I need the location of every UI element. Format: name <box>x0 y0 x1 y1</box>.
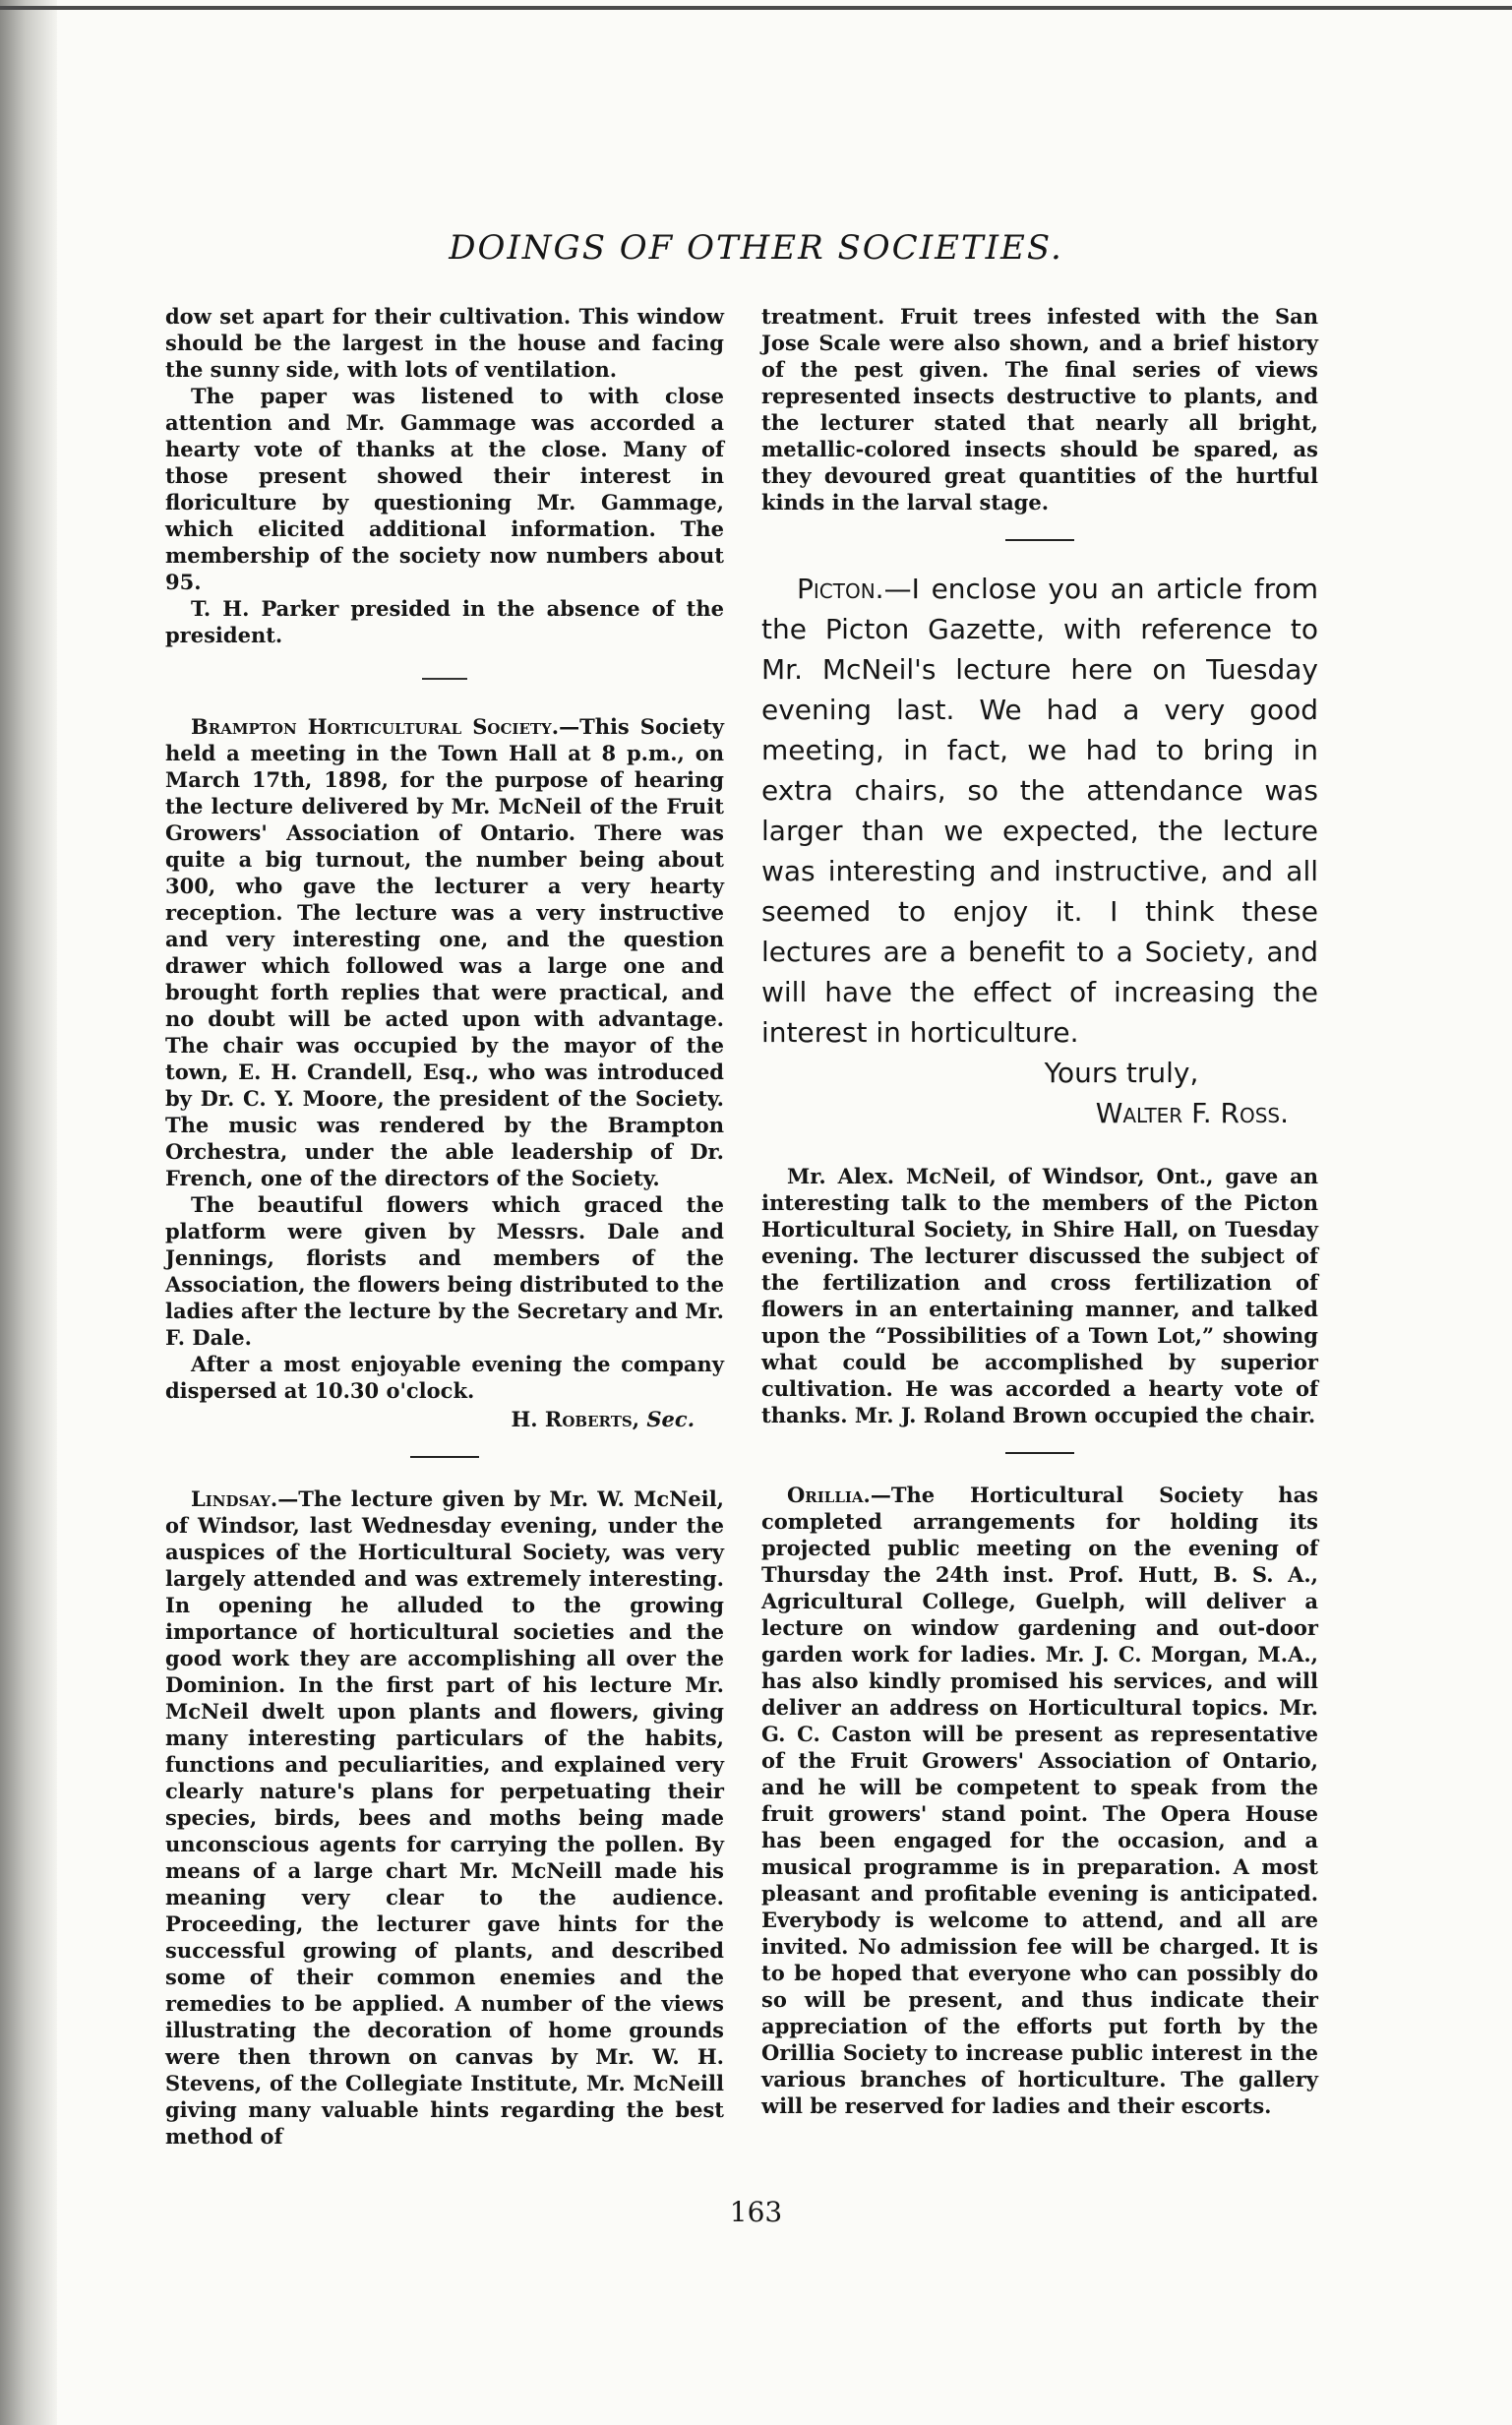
letter-body <box>761 569 1318 1053</box>
article-heading: Lindsay. <box>191 1486 278 1511</box>
right-column <box>761 303 1318 2119</box>
orillia-article <box>761 1482 1318 2119</box>
section-divider <box>1005 539 1074 541</box>
continued-paragraph: dow set apart for their cultivation. This window should be the largest in the house and facing the sunny side, with lots of ventilation. <box>165 304 724 382</box>
top-rule <box>0 6 1512 10</box>
signature <box>165 1406 724 1432</box>
paragraph: T. H. Parker presided in the absence of the president. <box>165 596 724 647</box>
letter-signer: Walter F. Ross. <box>1095 1097 1289 1129</box>
running-header: DOINGS OF OTHER SOCIETIES. <box>449 228 1063 268</box>
spacer <box>761 1133 1318 1163</box>
article-text: —I enclose you an article from the Picton Gazette, with reference to Mr. McNeil's lecture here on Tuesday evening last. We had a very good meeting, in fact, we had to bring in extra chairs, so the attendance was larger than we expected, the lecture was interesting and instructive, and all seemed to enjoy it. I think these lectures are a benefit to a Society, and will have the effect of increasing the interest in horticulture. <box>761 573 1318 1049</box>
signature-title: Sec. <box>646 1407 695 1431</box>
article-heading: Picton. <box>797 573 884 605</box>
section-divider <box>422 678 467 680</box>
article-heading: Orillia. <box>787 1483 871 1507</box>
letter-closing: Yours truly, <box>1044 1057 1199 1089</box>
section-divider <box>1005 1452 1074 1454</box>
brampton-article <box>165 713 724 1191</box>
section-divider <box>410 1456 479 1458</box>
article-heading: Brampton Horticultural Society. <box>191 714 560 739</box>
paragraph: The paper was listened to with close attention and Mr. Gammage was accorded a hearty vote of thanks at the close. Many of those present showed their interest in floriculture by questioning Mr. Gammage, which elicited additional information. The membership of the society now numbers about 95. <box>165 384 724 594</box>
scan-binding-edge <box>0 0 57 2425</box>
paragraph: The beautiful flowers which graced the platform were given by Messrs. Dale and Jennings, florists and members of the Association, the flowers being distributed to the ladies after the lecture by the Secretary and Mr. F. Dale. <box>165 1192 724 1350</box>
article-text: —The Horticultural Society has completed arrangements for holding its projected public meeting on the evening of Thursday the 24th inst. Prof. Hutt, B. S. A., Agricultural College, Guelph, will deliver a lecture on window gardening and out-door garden work for ladies. Mr. J. C. Morgan, M.A., has also kindly promised his services, and will deliver an address on Horticultural topics. Mr. G. C. Caston will be present as representative of the Fruit Growers' Association of Ontario, and he will be competent to speak from the fruit growers' stand point. The Opera House has been engaged for the occasion, and a musical programme is in preparation. A most pleasant and profitable evening is anticipated. Everybody is welcome to attend, and all are invited. No admission fee will be charged. It is to be hoped that everyone who can possibly do so will be present, and thus indicate their appreciation of the efforts put forth by the Orillia Society to increase public interest in the various branches of horticulture. The gallery will be reserved for ladies and their escorts. <box>761 1483 1318 2118</box>
signature-name: H. Roberts, <box>511 1407 640 1431</box>
page-number: 163 <box>729 2196 783 2228</box>
picton-letter <box>761 569 1318 1133</box>
continued-paragraph: treatment. Fruit trees infested with the San Jose Scale were also shown, and a brief history of the pest given. The final series of views represented insects destructive to plants, and the lecturer stated that nearly all bright, metallic-colored insects should be spared, as they devoured great quantities of the hurtful kinds in the larval stage. <box>761 304 1318 515</box>
paragraph: After a most enjoyable evening the company dispersed at 10.30 o'clock. <box>165 1352 724 1403</box>
article-text: —The lecture given by Mr. W. McNeil, of Windsor, last Wednesday evening, under the auspices of the Horticultural Society, was very largely attended and was extremely interesting. In opening he alluded to the growing importance of horticultural societies and the good work they are accomplishing all over the Dominion. In the first part of his lecture Mr. McNeil dwelt upon plants and flowers, giving many interesting particulars of the habits, functions and peculiarities, and explained very clearly nature's plans for perpetuating their species, birds, bees and moths being made unconscious agents for carrying the pollen. By means of a large chart Mr. McNeill made his meaning very clear to the audience. Proceeding, the lecturer gave hints for the successful growing of plants, and described some of their common enemies and the remedies to be applied. A number of the views illustrating the decoration of home grounds were then thrown on canvas by Mr. W. H. Stevens, of the Collegiate Institute, Mr. McNeill giving many valuable hints regarding the best method of <box>165 1486 724 2149</box>
paragraph: Mr. Alex. McNeil, of Windsor, Ont., gave an interesting talk to the members of the Picton Horticultural Society, in Shire Hall, on Tuesday evening. The lecturer discussed the subject of the fertilization and cross fertilization of flowers in an entertaining manner, and talked upon the “Possibilities of a Town Lot,” showing what could be accomplished by superior cultivation. He was accorded a hearty vote of thanks. Mr. J. Roland Brown occupied the chair. <box>761 1164 1318 1427</box>
article-text: —This Society held a meeting in the Town Hall at 8 p.m., on March 17th, 1898, for the purpose of hearing the lecture delivered by Mr. McNeil of the Fruit Growers' Association of Ontario. There was quite a big turnout, the number being about 300, who gave the lecturer a very hearty reception. The lecture was a very instructive and very interesting one, and the question drawer which followed was a large one and brought forth replies that were practical, and no doubt will be acted upon with advantage. The chair was occupied by the mayor of the town, E. H. Crandell, Esq., who was introduced by Dr. C. Y. Moore, the president of the Society. The music was rendered by the Brampton Orchestra, under the able leadership of Dr. French, one of the directors of the Society. <box>165 714 724 1190</box>
lindsay-article <box>165 1485 724 2150</box>
left-column <box>165 303 724 2150</box>
